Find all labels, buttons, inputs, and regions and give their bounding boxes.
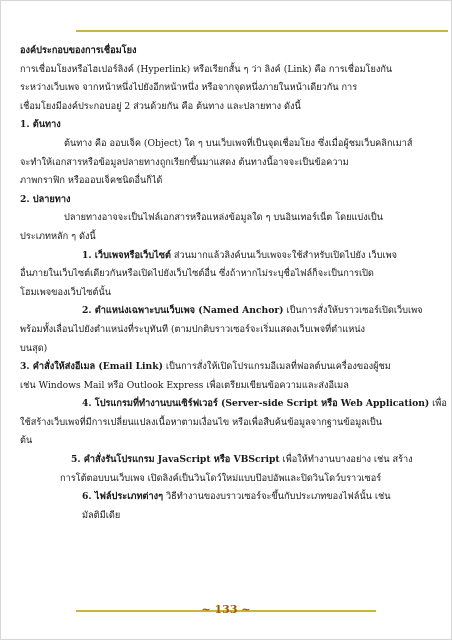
item-4-rest: เพื่อ <box>429 398 447 410</box>
intro-line-3: เชื่อมโยงมีองค์ประกอบอยู่ 2 ส่วนด้วยกัน คือ ต้นทาง และปลายทาง ดังนี้ <box>20 100 301 112</box>
item-6-line-2: มัลติมีเดีย <box>82 509 121 521</box>
item-2-first-line <box>20 302 430 321</box>
item-2-line-3: บนสุด) <box>20 342 48 354</box>
item-6-first-line <box>20 488 430 507</box>
item-1-line-2: อื่นภายในเว็บไซต์เดียวกันหรือเปิดไปยังเว็บไซต์อื่น ซึ่งถ้าหากไม่ระบุชื่อไฟล์ก็จะเป็นการเปิด <box>20 268 374 280</box>
item-2-rest: เป็นการสั่งให้บราวเซอร์เปิดเว็บเพจ <box>283 305 423 317</box>
section-1-line-2: จะทำให้เอกสารหรือข้อมูลปลายทางถูกเรียกขึ้นมาแสดง ต้นทางนี้อาจจะเป็นข้อความ <box>20 156 349 168</box>
item-4-lead: 4. โปรแกรมที่ทำงานบนเซิร์ฟเวอร์ (Server-side Script หรือ Web Application) <box>82 398 430 410</box>
item-3-rest: เป็นการสั่งให้เปิดโปรแกรมอีเมลที่ฟอลต์บนเครื่องของผู้ชม <box>162 361 391 373</box>
item-2-lead: 2. ตำแหน่งเฉพาะบนเว็บเพจ (Named Anchor) <box>82 305 284 317</box>
top-decorative-rule <box>76 30 448 32</box>
section-2-line-1: ปลายทางอาจจะเป็นไฟล์เอกสารหรือแหล่งข้อมูลใด ๆ บนอินเทอร์เน็ต โดยแบ่งเป็น <box>64 212 383 224</box>
item-6-rest: วิธีทำงานของบราวเซอร์จะขึ้นกับประเภทของไฟล์นั้น เช่น <box>163 491 391 503</box>
item-5-first-line <box>20 451 430 470</box>
item-3-line-2: เช่น Windows Mail หรือ Outlook Express เพื่อเตรียมเขียนข้อความและส่งอีเมล <box>20 379 349 391</box>
section-2-line-2: ประเภทหลัก ๆ ดังนี้ <box>20 230 96 242</box>
intro-line-1: การเชื่อมโยงหรือไฮเปอร์ลิงค์ (Hyperlink) หรือเรียกสั้น ๆ ว่า ลิงค์ (Link) คือ การเชื่อมโยงกัน <box>20 63 393 75</box>
item-4-line-2: ใช้สร้างเว็บเพจที่มีการเปลี่ยนแปลงเนื้อหาตามเงื่อนไข หรือเพื่อสืบค้นข้อมูลจากฐานข้อมูลเป็น <box>20 416 383 428</box>
section-1-title: 1. ต้นทาง <box>20 119 61 131</box>
page-number: ~ 133 ~ <box>201 603 251 616</box>
item-1-rest: ส่วนมากแล้วลิงค์บนเว็บเพจจะใช้สำหรับเปิดไปยัง เว็บเพจ <box>170 249 398 261</box>
item-1-first-line <box>20 247 430 266</box>
item-4-line-3: ต้น <box>20 435 33 447</box>
section-2-title: 2. ปลายทาง <box>20 193 71 205</box>
item-3-lead: 3. คำสั่งให้ส่งอีเมล (Email Link) <box>20 361 163 373</box>
item-1-line-3: โฮมเพจของเว็บไซต์นั้น <box>20 286 111 298</box>
section-1-line-3: ภาพกราฟิก หรือออบเจ็คชนิดอื่นก็ได้ <box>20 175 163 187</box>
item-5-lead: 5. คำสั่งรันโปรแกรม JavaScript หรือ VBScript <box>71 454 280 466</box>
document-body <box>20 42 447 525</box>
item-5-rest: เพื่อให้ทำงานบางอย่าง เช่น สร้าง <box>279 454 413 466</box>
item-1-lead: 1. เว็บเพจหรือเว็บไซต์ <box>82 249 171 261</box>
item-5-line-2: การโต้ตอบบนเว็บเพจ เปิดลิงค์เป็นวินโดว์ใหม่แบบป๊อปอัพและปิดวินโดว์บราวเซอร์ <box>60 472 382 484</box>
item-3-first-line <box>20 358 430 377</box>
item-6-lead: 6. ไฟล์ประเภทต่างๆ <box>82 491 164 503</box>
item-2-line-2: พร้อมทั้งเลื่อนไปยังตำแหน่งที่ระบุทันที (ตามปกติบราวเซอร์จะเริ่มแสดงเว็บเพจที่ตำแหน่ง <box>20 323 366 335</box>
section-1-line-1: ต้นทาง คือ ออบเจ็ค (Object) ใด ๆ บนเว็บเพจที่เป็นจุดเชื่อมโยง ซึ่งเมื่อผู้ชมเว็บคลิกเมาส์ <box>64 137 413 149</box>
item-4-first-line <box>20 395 447 414</box>
intro-line-2: ระหว่างเว็บเพจ จากหน้าหนึ่งไปยังอีกหน้าหนึ่ง หรือจากจุดหนึ่งภายในหน้าเดียวกัน การ <box>20 82 358 94</box>
section-heading: องค์ประกอบของการเชื่อมโยง <box>20 45 137 56</box>
